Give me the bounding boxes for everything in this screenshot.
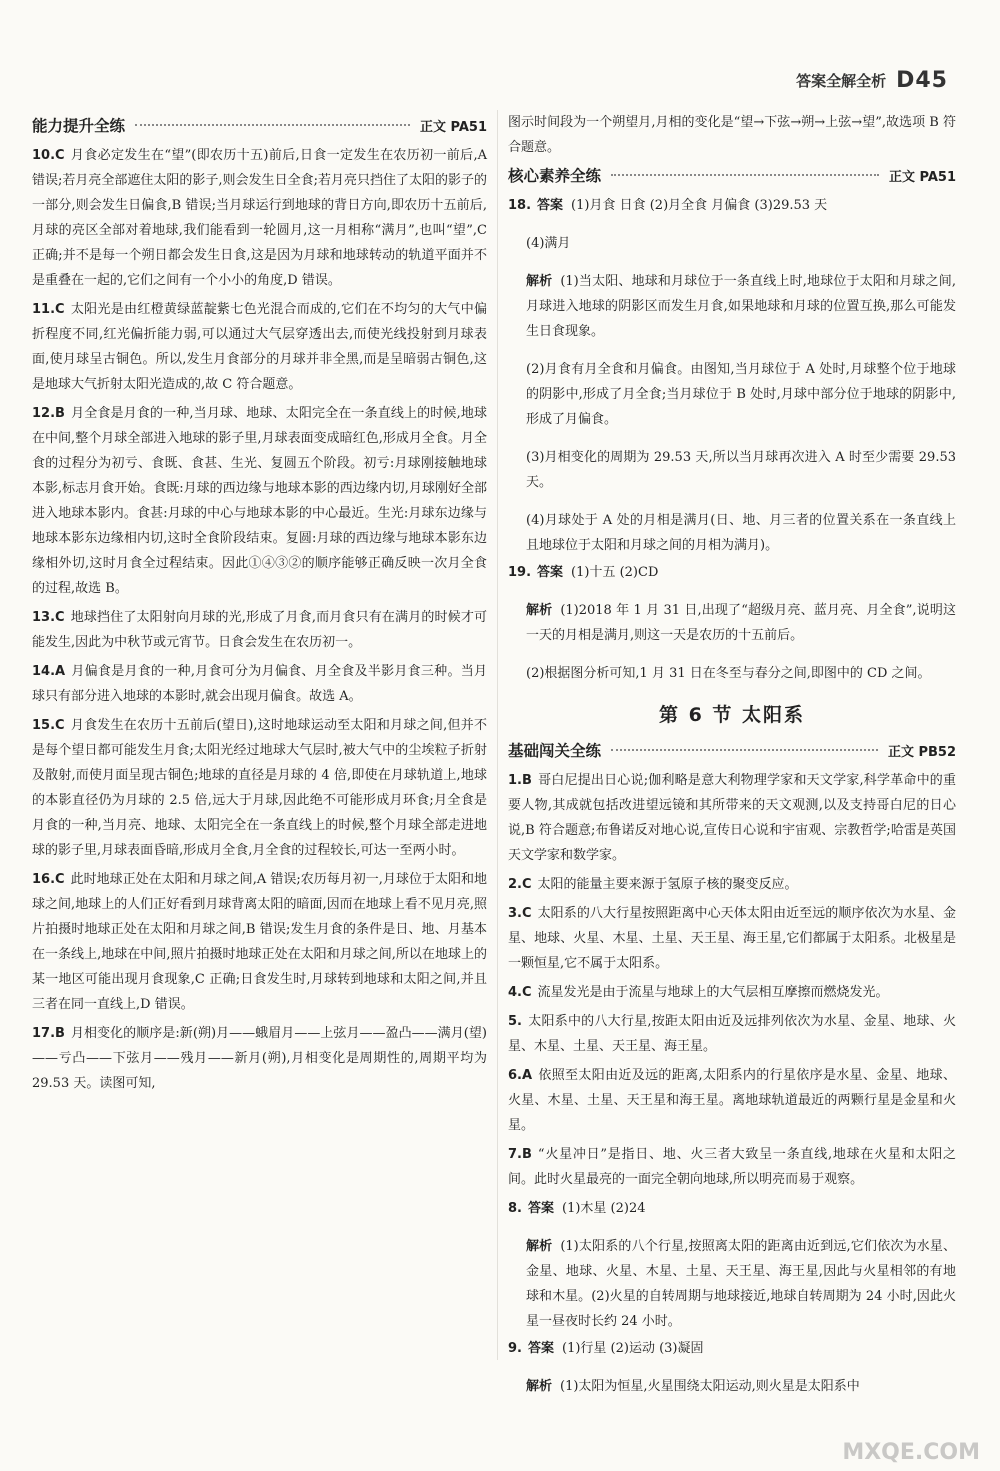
item-number: 9. [508,1341,522,1356]
analysis-label: 解析 [526,603,553,618]
item-number: 13.C [32,610,65,625]
item-number: 6.A [508,1068,533,1083]
right-column [508,110,956,1401]
answer-item [508,901,956,976]
item-text: 太阳系中的八大行星,按距太阳由近及远排列依次为水星、金星、地球、火星、木星、土星、天王星、海王星。 [508,1014,956,1054]
item-text: 月食必定发生在“望”(即农历十五)前后,日食一定发生在农历初一前后,A 错误;若月亮全部遮住太阳的影子,则会发生日全食;若月亮只挡住了太阳的影子的一部分,则会发生日偏食,B 错误;当月球运行到地球的背日方向,即农历十五前后,月球的亮区全部对着地球,我们能看到一轮圆月,这一月相称“满月”,也叫“望”,C 正确;并不是每一个朔日都会发生日食,这是因为月球和地球转动的轨道平面并不是重叠在一起的,它们之间有一个小小的角度,D 错误。 [32,148,487,288]
item-number: 7.B [508,1147,532,1162]
page-number: D45 [896,68,948,93]
answer-label: 答案 [537,565,564,580]
answer-item [32,1021,487,1096]
analysis-label: 解析 [526,1239,553,1254]
answer-item [508,1142,956,1192]
answer-continuation: (4)满月 [526,236,571,251]
answer-item [32,297,487,397]
item-number: 18. [508,198,532,213]
item-number: 10.C [32,148,65,163]
section-ref: 正文 PB52 [887,745,956,760]
item-number: 11.C [32,302,65,317]
analysis-paragraph: (2)月食有月全食和月偏食。由图知,当月球位于 A 处时,月球整个位于地球的阴影中,形成了月全食;当月球位于 B 处时,月球中部分位于地球的阴影中,形成了月偏食。 [526,362,956,427]
answer-item [508,980,956,1005]
item-text: 月食发生在农历十五前后(望日),这时地球运动至太阳和月球之间,但并不是每个望日都可能发生月食;太阳光经过地球大气层时,被大气中的尘埃粒子折射及散射,而使月面呈现古铜色;地球的直径是月球的 4 倍,即使在月球轨道上,地球的本影直径仍为月球的 2.5 倍,远大于月球,因此绝不可能形成月环食;月全食是月食的一种,当月亮、地球、太阳完全在一条直线上的时候,整个月球全部走进地球的影子里,月球表面昏暗,形成月全食,月全食的过程较长,可达一至两小时。 [32,718,487,858]
item-text: 太阳光是由红橙黄绿蓝靛紫七色光混合而成的,它们在不均匀的大气中偏折程度不同,红光偏折能力弱,可以通过大气层穿透出去,而使光线投射到月球表面,使月球呈古铜色。所以,发生月食部分的月球并非全黑,而是呈暗弱古铜色,这是地球大气折射太阳光造成的,故 C 符合题意。 [32,302,487,392]
item-number: 3.C [508,906,532,921]
continuation-text: 图示时间段为一个朔望月,月相的变化是“望→下弦→朔→上弦→望”,故选项 B 符合题意。 [508,115,956,155]
item-text: 哥白尼提出日心说;伽利略是意大利物理学家和天文学家,科学革命中的重要人物,其成就包括改进望远镜和其所带来的天文观测,以及支持哥白尼的日心说,B 符合题意;布鲁诺反对地心说,宣传日心说和宇宙观、宗教哲学;哈雷是英国天文学家和数学家。 [508,773,956,863]
answer-item [508,872,956,897]
dotted-leader [611,749,878,751]
answer-text: (1)行星 (2)运动 (3)凝固 [562,1341,704,1356]
answer-text: (1)木星 (2)24 [562,1201,646,1216]
item-number: 5. [508,1014,522,1029]
item-text: 此时地球正处在太阳和月球之间,A 错误;农历每月初一,月球位于太阳和地球之间,地球上的人们正好看到月球背离太阳的暗面,因而在地球上看不见月亮,照片拍摄时地球正处在太阳和月球之间,B 错误;发生月食的条件是日、地、月基本在一条线上,地球在中间,照片拍摄时地球正处在太阳和月球之间,所以在地球上的某一地区可能出现月食现象,C 正确;日食发生时,月球转到地球和太阳之间,并且三者在同一直线上,D 错误。 [32,872,487,1012]
analysis-label: 解析 [526,274,553,289]
analysis-text: (1)太阳系的八个行星,按照离太阳的距离由近到远,它们依次为水星、金星、地球、火星、木星、土星、天王星、海王星,因此与火星相邻的有地球和木星。(2)火星的自转周期与地球接近,地球自转周期为 24 小时,因此火星一昼夜时长约 24 小时。 [526,1239,956,1329]
item-text: 月全食是月食的一种,当月球、地球、太阳完全在一条直线上的时候,地球在中间,整个月球全部进入地球的影子里,月球表面变成暗红色,形成月全食。月全食的过程分为初亏、食既、食甚、生光、复圆五个阶段。初亏:月球刚接触地球本影,标志月食开始。食既:月球的西边缘与地球本影的西边缘内切,月球刚好全部进入地球本影内。食甚:月球的中心与地球本影的中心最近。生光:月球东边缘与地球本影东边缘相内切,这时全食阶段结束。复圆:月球的西边缘与地球本影东边缘相外切,这时月食全过程结束。因此①④③②的顺序能够正确反映一次月全食的过程,故选 B。 [32,406,487,596]
item-text: 太阳系的八大行星按照距离中心天体太阳由近至远的顺序依次为水星、金星、地球、火星、木星、土星、天王星、海王星,它们都属于太阳系。北极星是一颗恒星,它不属于太阳系。 [508,906,956,971]
analysis-paragraph [526,269,956,344]
item-text: 依照至太阳由近及远的距离,太阳系内的行星依序是水星、金星、地球、火星、木星、土星、天王星和海王星。离地球轨道最近的两颗行星是金星和火星。 [508,1068,956,1133]
dotted-leader [135,124,410,126]
answer-item [32,605,487,655]
analysis-text: (1)太阳为恒星,火星围绕太阳运动,则火星是太阳系中 [560,1379,860,1394]
answer-label: 答案 [527,1201,554,1216]
dotted-leader [611,174,879,176]
answer-line [508,1196,956,1221]
item-text: 地球挡住了太阳射向月球的光,形成了月食,而月食只有在满月的时候才可能发生,因此为中秋节或元宵节。日食会发生在农历初一。 [32,610,487,650]
item-number: 14.A [32,664,66,679]
analysis-paragraph: (2)根据图分析可知,1 月 31 日在冬至与春分之间,即图中的 CD 之间。 [526,666,931,681]
item-text: 流星发光是由于流星与地球上的大气层相互摩擦而燃烧发光。 [537,985,889,1000]
section-title: 基础闯关全练 [508,742,602,760]
section-title: 核心素养全练 [508,167,602,185]
answer-item [32,401,487,601]
item-number: 2.C [508,877,532,892]
answer-label: 答案 [537,198,564,213]
item-number: 17.B [32,1026,65,1041]
analysis-paragraph: (4)月球处于 A 处的月相是满月(日、地、月三者的位置关系在一条直线上且地球位于太阳和月球之间的月相为满月)。 [526,513,956,553]
item-number: 15.C [32,718,65,733]
column-divider [497,110,498,1360]
item-text: 月相变化的顺序是:新(朔)月——蛾眉月——上弦月——盈凸——满月(望)——亏凸——下弦月——残月——新月(朔),月相变化是周期性的,周期平均为 29.53 天。读图可知, [32,1026,487,1091]
item-number: 19. [508,565,532,580]
answer-line [508,1336,956,1361]
item-text: 太阳的能量主要来源于氢原子核的聚变反应。 [537,877,798,892]
item-text: 月偏食是月食的一种,月食可分为月偏食、月全食及半影月食三种。当月球只有部分进入地球的本影时,就会出现月偏食。故选 A。 [32,664,487,704]
answer-item [508,1009,956,1059]
item-number: 12.B [32,406,65,421]
analysis-paragraph [526,1234,956,1334]
watermark-logo: MXQE.COM [842,1440,980,1465]
item-number: 1.B [508,773,532,788]
answer-item [508,768,956,868]
answer-label: 答案 [527,1341,554,1356]
item-number: 16.C [32,872,65,887]
answer-item [32,659,487,709]
answer-line [508,560,956,585]
analysis-label: 解析 [526,1379,553,1394]
section-ref: 正文 PA51 [419,120,487,135]
section-heading [508,739,956,761]
item-text: “火星冲日”是指日、地、火三者大致呈一条直线,地球在火星和太阳之间。此时火星最亮的一面完全朝向地球,所以明亮而易于观察。 [508,1147,956,1187]
analysis-paragraph [526,598,956,648]
header-title: 答案全解全析 [796,72,887,90]
section-ref: 正文 PA51 [888,170,956,185]
analysis-text: (1)2018 年 1 月 31 日,出现了“超级月亮、蓝月亮、月全食”,说明这一天的月相是满月,则这一天是农历的十五前后。 [526,603,956,643]
answer-text: (1)十五 (2)CD [571,565,659,580]
analysis-text: (1)当太阳、地球和月球位于一条直线上时,地球位于太阳和月球之间,月球进入地球的阴影区而发生月食,如果地球和月球的位置互换,那么可能发生日食现象。 [526,274,956,339]
page-header [796,68,948,93]
analysis-paragraph [526,1374,956,1399]
section-title: 能力提升全练 [32,117,126,135]
section-heading [508,164,956,186]
answer-item [32,143,487,293]
section-heading [32,114,487,136]
left-column [32,110,487,1100]
answer-item [32,867,487,1017]
analysis-paragraph: (3)月相变化的周期为 29.53 天,所以当月球再次进入 A 时至少需要 29.53 天。 [526,450,956,490]
answer-line [508,193,956,218]
answer-text: (1)月食 日食 (2)月全食 月偏食 (3)29.53 天 [571,198,828,213]
lesson-title: 第 6 节 太阳系 [658,704,806,726]
answer-item [508,1063,956,1138]
item-number: 8. [508,1201,522,1216]
item-number: 4.C [508,985,532,1000]
answer-item [32,713,487,863]
